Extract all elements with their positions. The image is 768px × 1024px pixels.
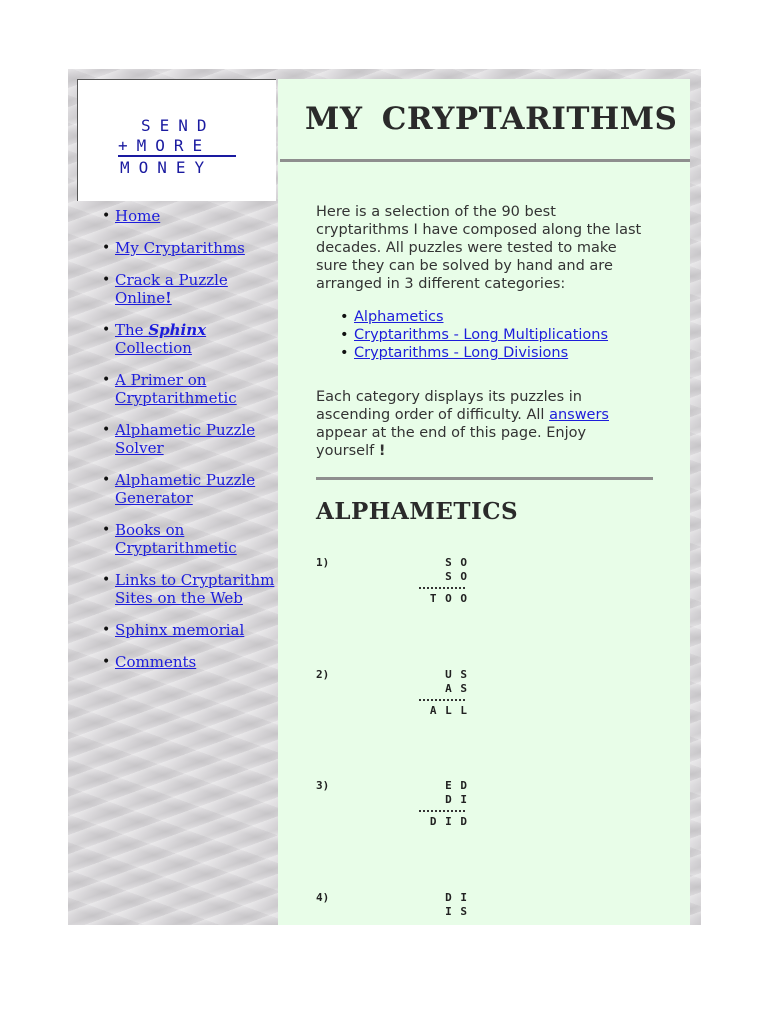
outro-text-a: Each category displays its puzzles in ascending order of difficulty. All: [316, 389, 582, 423]
puzzle-item: [316, 891, 516, 925]
section-title-alphametics: ALPHAMETICS: [316, 498, 519, 525]
outro-paragraph: [316, 388, 646, 460]
sidebar-link-sphinx-prefix: The: [115, 321, 149, 339]
puzzle-addend: E D: [445, 779, 468, 792]
sidebar-link-sphinx-memorial[interactable]: Sphinx memorial: [115, 621, 245, 639]
sidebar-item-solver: [88, 421, 278, 457]
puzzle-addend: S O: [445, 556, 468, 569]
sidebar-link-crack-a-puzzle[interactable]: [115, 271, 228, 307]
puzzle-addend: S O: [445, 570, 468, 583]
sidebar-item-primer: [88, 371, 278, 407]
puzzle-sum: T O O: [429, 592, 468, 605]
puzzle-sum-rule: [419, 587, 465, 589]
puzzle-number: 1): [316, 556, 330, 569]
sidebar-link-crack-text: Crack a Puzzle Online: [115, 271, 228, 307]
sidebar-item-comments: [88, 653, 278, 671]
sidebar-item-generator: [88, 471, 278, 507]
sidebar-link-comments[interactable]: Comments: [115, 653, 197, 671]
sidebar-link-books[interactable]: Books on Cryptarithmetic: [115, 521, 237, 557]
category-item: [340, 344, 608, 362]
page-title: MY CRYPTARITHMS: [305, 101, 678, 137]
sidebar-item-links: [88, 571, 278, 607]
sidebar-item-books: [88, 521, 278, 557]
category-list: [340, 308, 608, 362]
main-content: [278, 79, 690, 925]
sidebar-link-primer[interactable]: A Primer on Cryptarithmetic: [115, 371, 237, 407]
puzzle-sum-rule: [419, 810, 465, 812]
sidebar-link-my-cryptarithms[interactable]: My Cryptarithms: [115, 239, 245, 257]
sidebar-item-sphinx-collection: [88, 321, 278, 357]
sidebar-item-home: [88, 207, 278, 225]
sidebar-link-sphinx-em: Sphinx: [148, 321, 207, 339]
sidebar-nav: [88, 207, 278, 685]
answers-link[interactable]: answers: [549, 407, 609, 423]
puzzle-item: [316, 668, 516, 728]
puzzle-number: 3): [316, 779, 330, 792]
category-item: [340, 308, 608, 326]
puzzle-addend: A S: [445, 682, 468, 695]
sidebar-link-solver[interactable]: Alphametic Puzzle Solver: [115, 421, 256, 457]
outro-exclaim: !: [378, 443, 386, 459]
sidebar-item-sphinx-memorial: [88, 621, 278, 639]
category-link-alphametics[interactable]: Alphametics: [354, 309, 444, 325]
sidebar-link-generator[interactable]: Alphametic Puzzle Generator: [115, 471, 256, 507]
puzzle-addend: I S: [445, 905, 468, 918]
outro-text-b: appear at the end of this page. Enjoy yourself: [316, 425, 587, 459]
sidebar-item-crack-a-puzzle: [88, 271, 278, 307]
puzzle-addend: U S: [445, 668, 468, 681]
section-divider: [316, 477, 653, 480]
category-item: [340, 326, 608, 344]
category-link-long-multiplications[interactable]: Cryptarithms - Long Multiplications: [354, 327, 609, 343]
title-divider: [280, 159, 690, 162]
logo-line-send: SEND: [141, 116, 216, 135]
puzzle-item: [316, 556, 516, 616]
sidebar-link-links[interactable]: Links to Cryptarithm Sites on the Web: [115, 571, 275, 607]
page-frame: [68, 69, 701, 925]
puzzle-addend: D I: [445, 891, 468, 904]
puzzle-number: 2): [316, 668, 330, 681]
category-link-long-divisions[interactable]: Cryptarithms - Long Divisions: [354, 345, 569, 361]
logo-line-more: +MORE: [118, 136, 212, 155]
puzzle-addend: D I: [445, 793, 468, 806]
sidebar-link-crack-exclaim: !: [165, 289, 172, 307]
sidebar-item-my-cryptarithms: [88, 239, 278, 257]
puzzle-item: [316, 779, 516, 839]
sidebar-link-sphinx-suffix: Collection: [115, 339, 192, 357]
puzzle-sum: A L L: [429, 704, 468, 717]
send-more-money-logo[interactable]: [77, 79, 276, 201]
logo-rule: [118, 155, 236, 157]
puzzle-sum: D I D: [429, 815, 468, 828]
puzzle-number: 4): [316, 891, 330, 904]
puzzle-sum-rule: [419, 699, 465, 701]
intro-paragraph: Here is a selection of the 90 best cryptarithms I have composed along the last decades. All puzzles were tested to make sure they can be solved by hand and are arranged in 3 different categories:: [316, 204, 642, 292]
sidebar-link-home[interactable]: Home: [115, 207, 161, 225]
logo-line-money: MONEY: [120, 158, 214, 177]
sidebar-link-sphinx-collection[interactable]: [115, 321, 206, 357]
